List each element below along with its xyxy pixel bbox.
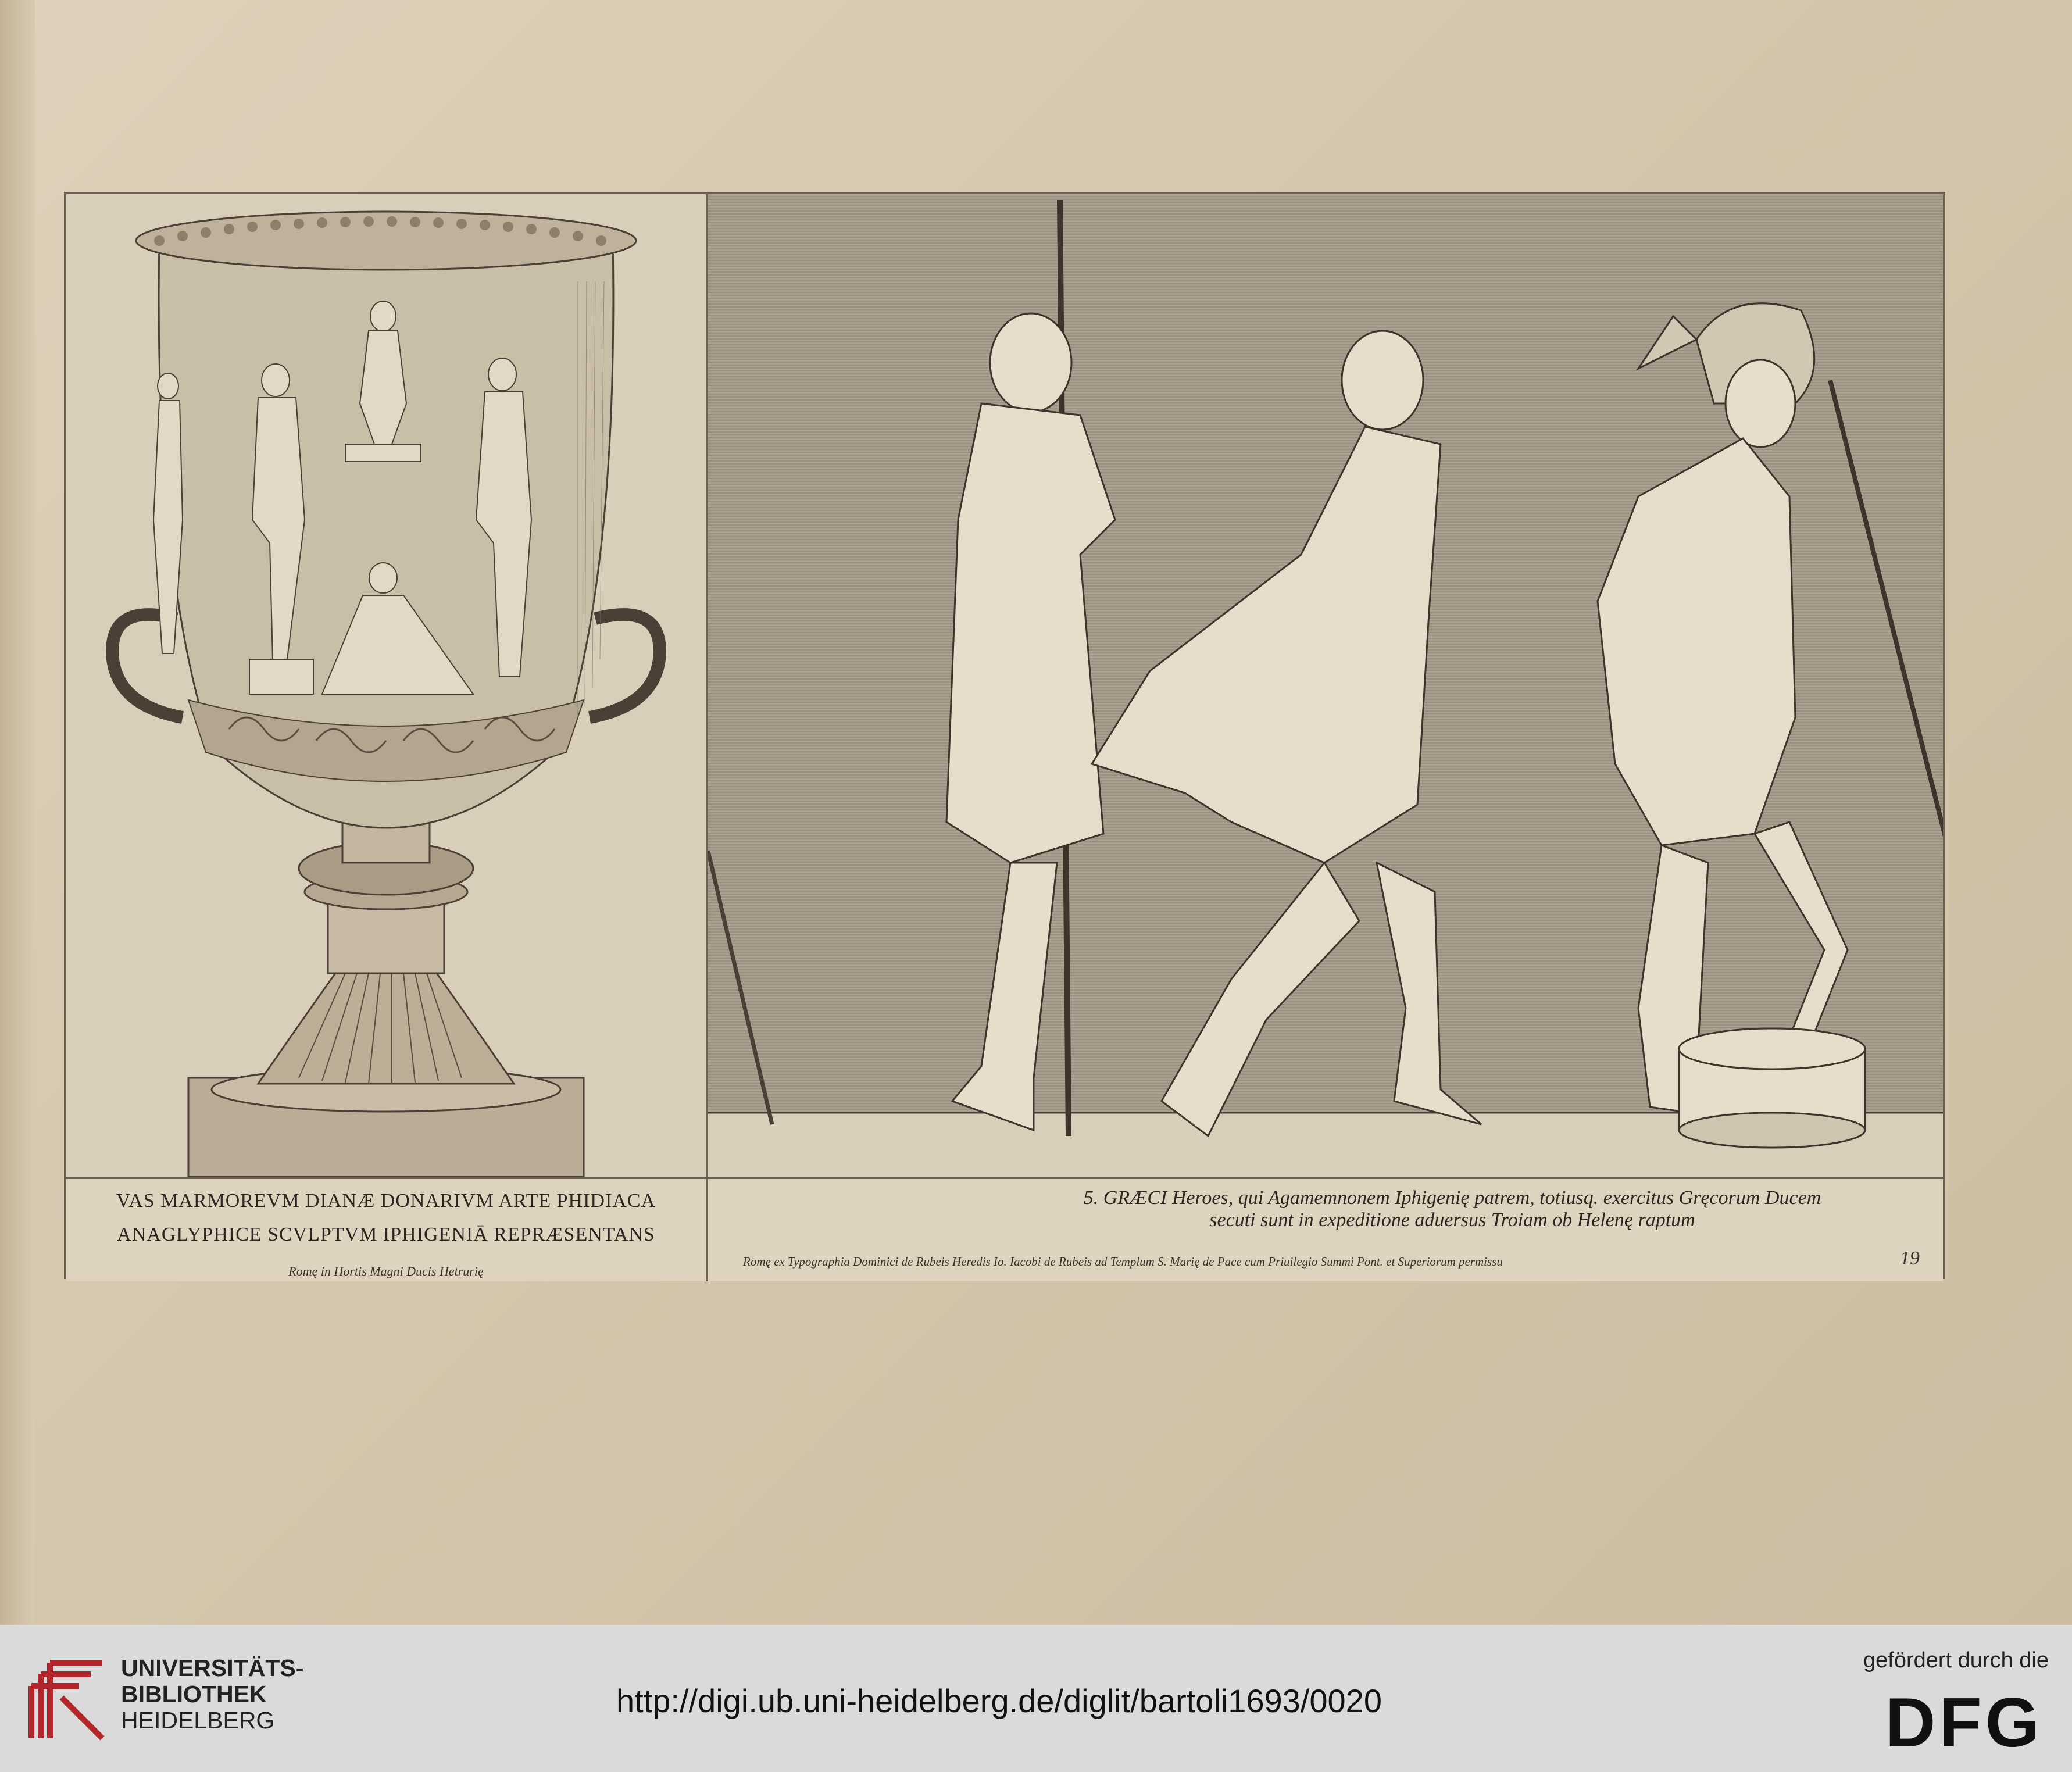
vase-location: Romę in Hortis Magni Ducis Hetrurię (288, 1264, 484, 1278)
vase-engraving (66, 194, 706, 1177)
relief-description-line1: 5. GRÆCI Heroes, qui Agamemnonem Iphigenię patrem, totiusq. exercitus Gręcorum Ducem (1083, 1187, 1821, 1209)
engraved-plate (64, 192, 1945, 1279)
ub-heidelberg-logo-icon (27, 1651, 113, 1744)
vase-caption-line2: ANAGLYPHICE SCVLPTVM IPHIGENIĀ REPRÆSENTANS (117, 1224, 655, 1245)
dfg-logo: DFG (1885, 1684, 2043, 1762)
page-fold-shadow (0, 0, 35, 1625)
library-name-line2: BIBLIOTHEK (121, 1681, 267, 1707)
hero-figure-1 (946, 313, 1115, 1130)
permalink-url[interactable]: http://digi.ub.uni-heidelberg.de/diglit/bartoli1693/0020 (616, 1682, 1382, 1719)
viewer-footer (0, 1625, 2072, 1772)
relief-description (987, 1187, 1917, 1231)
vase-illustration-panel (66, 194, 708, 1177)
relief-description-line2: secuti sunt in expeditione aduersus Troiam ob Helenę raptum (1209, 1209, 1695, 1231)
relief-caption (708, 1179, 1943, 1281)
vase-caption-line1: VAS MARMOREVM DIANÆ DONARIVM ARTE PHIDIACA (116, 1190, 656, 1212)
vase-caption (66, 1179, 708, 1281)
relief-illustration-panel (708, 194, 1943, 1177)
greek-heroes-engraving (708, 194, 1943, 1177)
hero-figure-2 (1092, 331, 1481, 1136)
plate-number: 19 (1900, 1248, 1920, 1269)
library-name-line3: HEIDELBERG (121, 1707, 275, 1734)
caption-band (66, 1177, 1943, 1281)
funding-note: gefördert durch die (1863, 1648, 2049, 1673)
hero-figure-3 (1598, 303, 1848, 1119)
library-name-line1: UNIVERSITÄTS- (121, 1655, 304, 1681)
library-name (121, 1655, 303, 1734)
publisher-imprint: Romę ex Typographia Dominici de Rubeis Heredis Io. Iacobi de Rubeis ad Templum S. Marię de Pace cum Priuilegio Summi Pont. et Superiorum permissu (743, 1255, 1503, 1269)
